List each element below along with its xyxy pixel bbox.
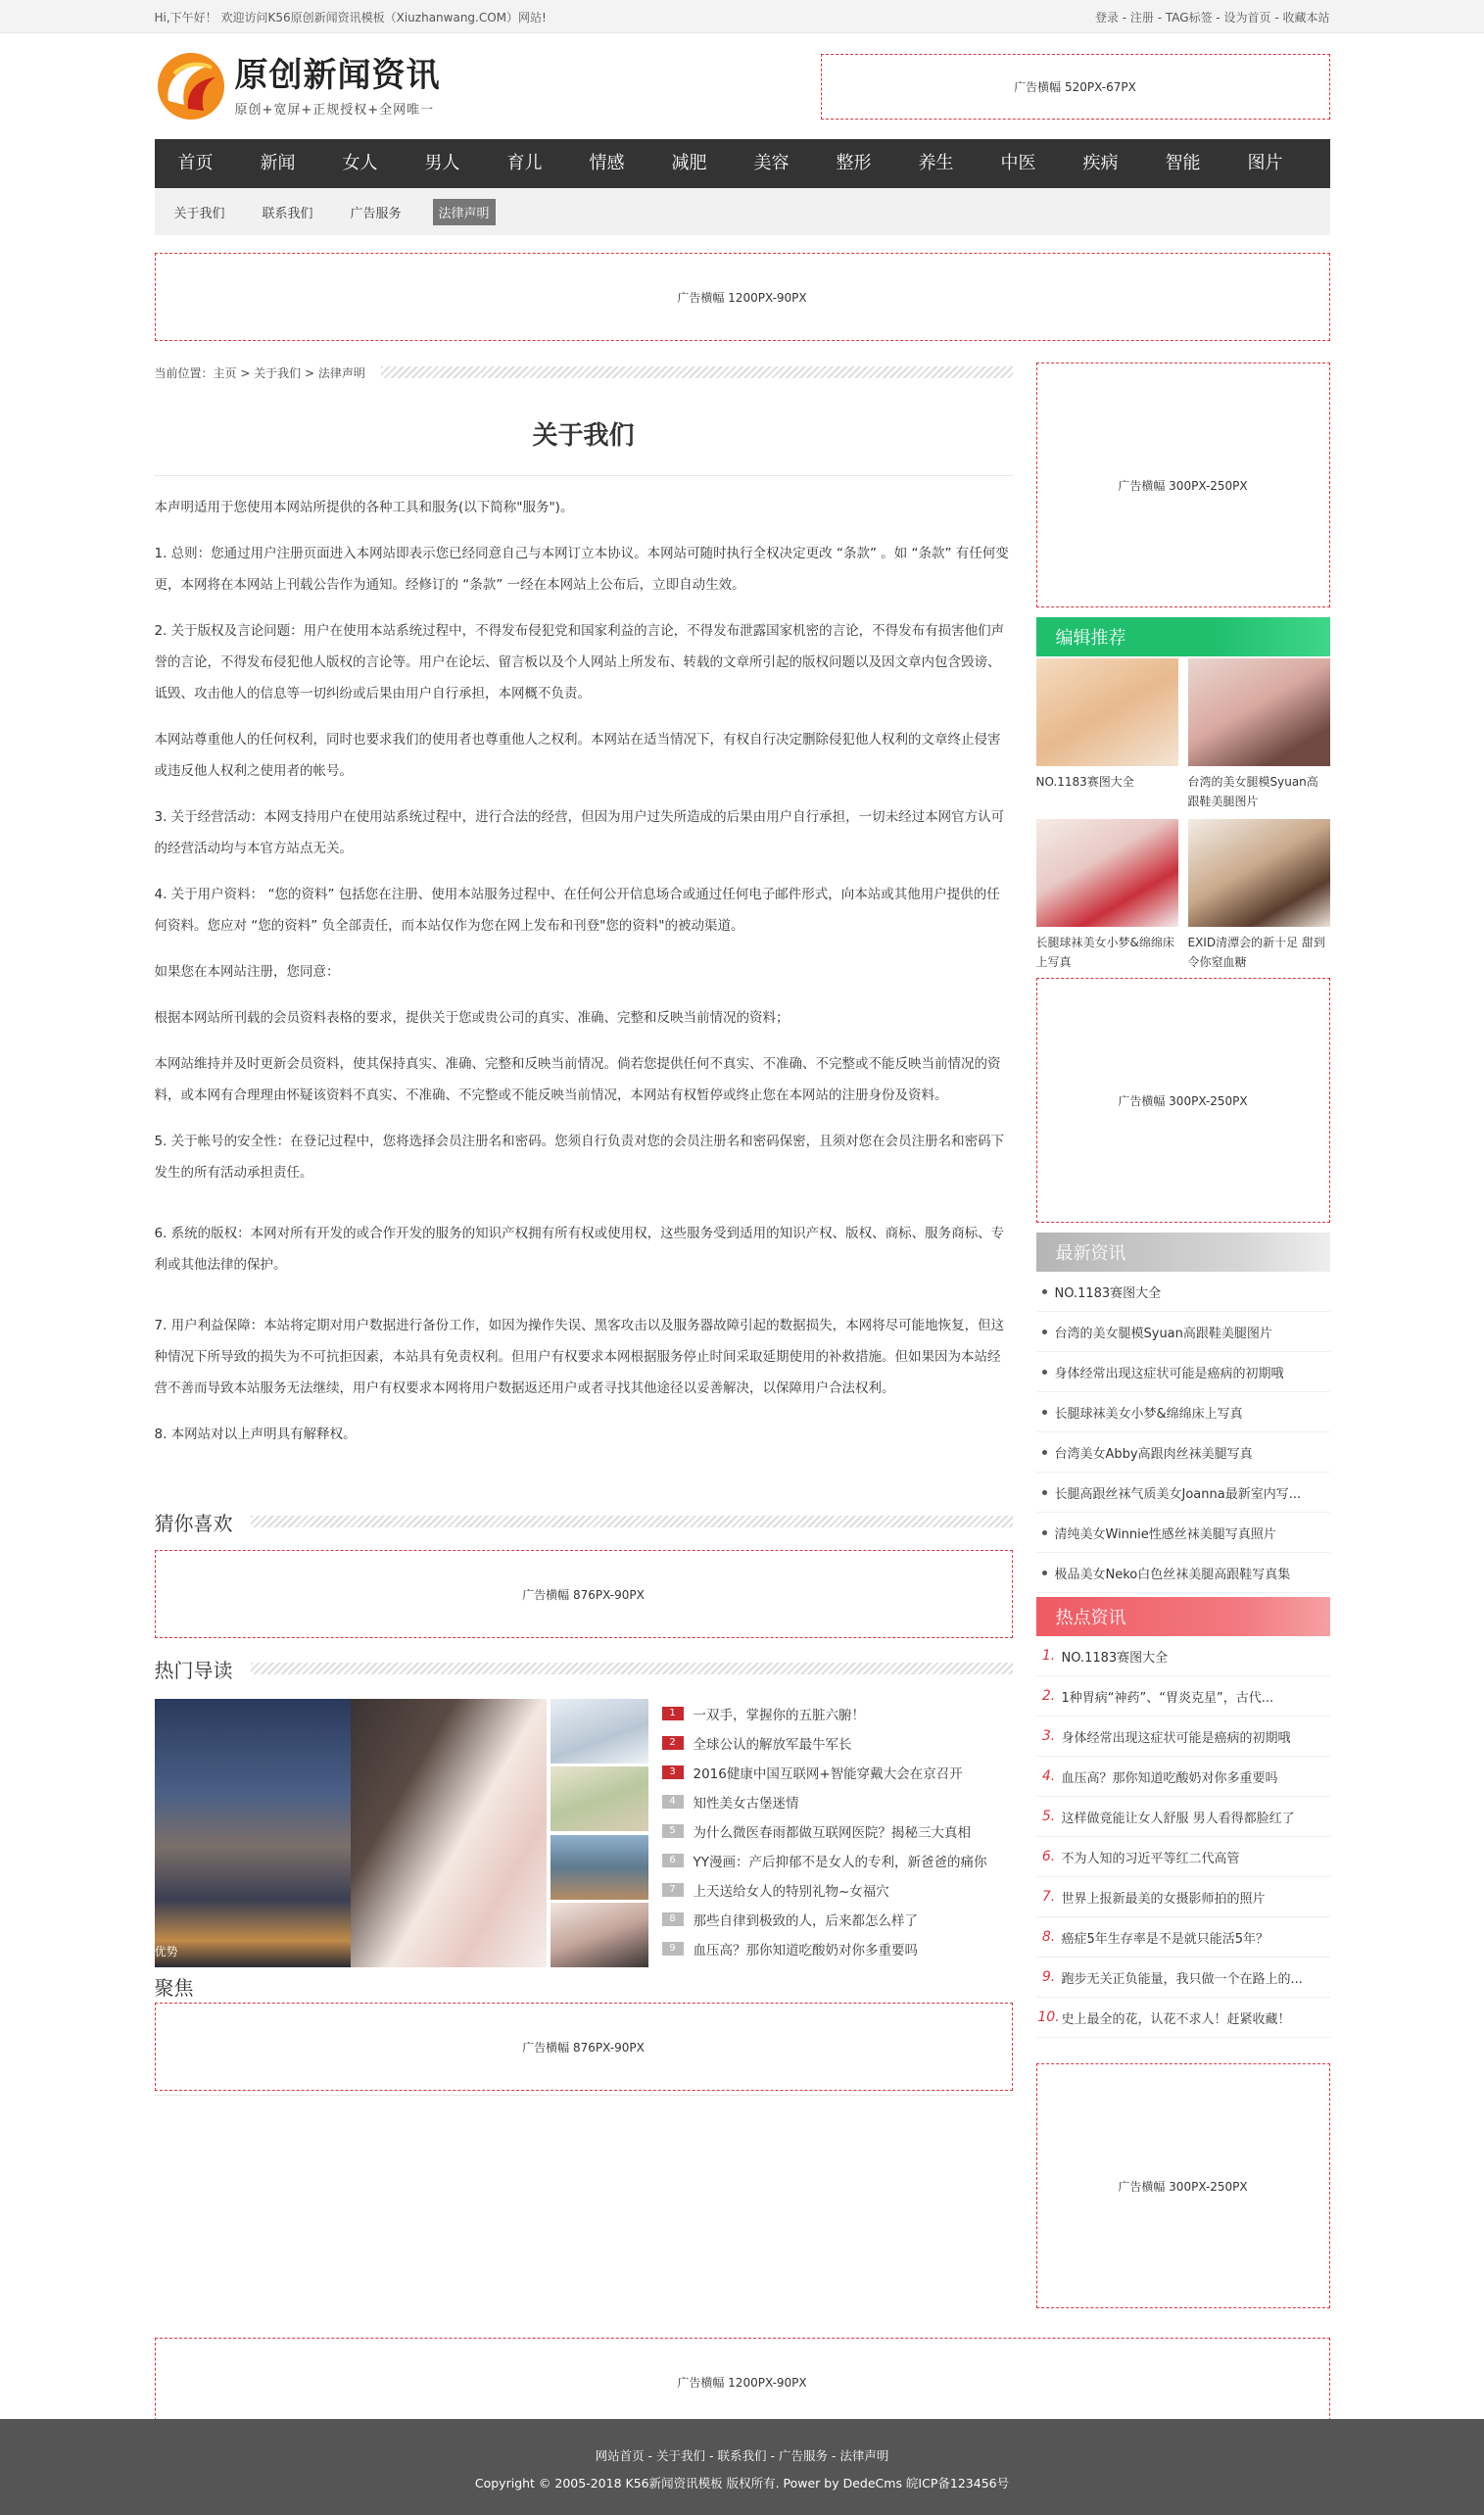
hot-news-title[interactable]: 史上最全的花，认花不求人！赶紧收藏！ <box>1061 2011 1291 2027</box>
hot-list-title[interactable]: YY漫画：产后抑郁不是女人的专利，新爸爸的痛你 <box>693 1855 987 1870</box>
hot-thumbs <box>551 1699 648 1967</box>
editor-pick-image[interactable] <box>1188 658 1330 766</box>
hot-news-title[interactable]: 跑步无关正负能量，我只做一个在路上的... <box>1061 1971 1303 1987</box>
latest-item-title[interactable]: 长腿高跟丝袜气质美女Joanna最新室内写... <box>1054 1486 1302 1502</box>
article-paragraph: 6. 系统的版权：本网对所有开发的或合作开发的服务的知识产权拥有所有权或使用权，这些服务受到适用的知识产权、版权、商标、服务商标、专利或其他法律的保护。 <box>154 1226 1005 1273</box>
breadcrumb-text[interactable]: 当前位置：主页 > 关于我们 > 法律声明 <box>154 365 365 380</box>
page-title: 关于我们 <box>155 415 1013 476</box>
hot-news-item[interactable] <box>1036 1797 1330 1837</box>
thumb-image[interactable] <box>551 1903 648 1967</box>
hot-news-item[interactable] <box>1036 1676 1330 1717</box>
editor-pick-image[interactable] <box>1188 819 1330 927</box>
bullet-icon <box>1042 1330 1047 1334</box>
editor-pick-caption[interactable]: 台湾的美女腿模Syuan高跟鞋美腿图片 <box>1187 775 1318 808</box>
nav-item[interactable]: 女人 <box>342 153 378 173</box>
hot-feature-caption: 优势 <box>154 1945 178 1959</box>
section-title: 热门导读 <box>154 1658 233 1682</box>
nav-item[interactable]: 疾病 <box>1082 153 1119 173</box>
main-content <box>155 363 1013 2308</box>
latest-item-title[interactable]: 长腿球袜美女小梦&绵绵床上写真 <box>1054 1406 1243 1422</box>
editor-pick-caption[interactable]: EXID清潭会的新十足 甜到令你窒血糖 <box>1187 936 1325 969</box>
hot-list-title[interactable]: 2016健康中国互联网+智能穿戴大会在京召开 <box>693 1766 963 1782</box>
rank-number: 8. <box>1041 1929 1056 1945</box>
section-title: 猜你喜欢 <box>154 1511 233 1535</box>
top-links[interactable]: 登录 - 注册 - TAG标签 - 设为首页 - 收藏本站 <box>1094 10 1330 24</box>
editor-pick-item[interactable] <box>1036 658 1178 815</box>
divider <box>251 1516 1013 1527</box>
latest-item[interactable] <box>1036 1513 1330 1553</box>
hot-section-title <box>155 1654 1013 1683</box>
footer <box>0 2419 1484 2515</box>
guess-section-title <box>155 1507 1013 1536</box>
nav-item[interactable]: 首页 <box>177 153 214 173</box>
nav-item[interactable]: 男人 <box>424 153 460 173</box>
article-paragraph: 5. 关于帐号的安全性：在登记过程中，您将选择会员注册名和密码。您须自行负责对您的会员注册名和密码保密，且须对您在会员注册名和密码下发生的所有活动承担责任。 <box>154 1134 1005 1181</box>
thumb-image[interactable] <box>551 1766 648 1831</box>
latest-item-title[interactable]: 台湾的美女腿模Syuan高跟鞋美腿图片 <box>1054 1326 1272 1341</box>
rank-number: 6. <box>1041 1849 1056 1864</box>
latest-item[interactable] <box>1036 1312 1330 1352</box>
hot-list-item[interactable] <box>662 1728 1013 1758</box>
hot-news-item[interactable] <box>1036 1757 1330 1797</box>
hot-news-list <box>1036 1636 1330 2038</box>
rank-number: 2. <box>1041 1688 1056 1704</box>
hot-list-item[interactable] <box>662 1758 1013 1787</box>
rank-badge: 8 <box>662 1912 684 1926</box>
hot-news-item[interactable] <box>1036 1998 1330 2038</box>
rank-badge: 4 <box>662 1795 684 1809</box>
article-paragraph: 根据本网站所刊载的会员资料表格的要求，提供关于您或贵公司的真实、准确、完整和反映当前情况的资料； <box>154 1010 790 1026</box>
editor-pick-image[interactable] <box>1036 658 1178 766</box>
bullet-icon <box>1042 1530 1047 1535</box>
logo-title: 原创新闻资讯 <box>234 55 441 95</box>
main-nav <box>155 139 1330 188</box>
bullet-icon <box>1042 1571 1047 1575</box>
editor-pick-item[interactable] <box>1036 819 1178 976</box>
rank-number: 5. <box>1041 1809 1056 1824</box>
bullet-icon <box>1042 1370 1047 1375</box>
hot-list <box>662 1699 1013 1967</box>
rank-badge: 7 <box>662 1883 684 1897</box>
site-logo[interactable] <box>155 50 441 122</box>
article-paragraph: 本网站维持并及时更新会员资料，使其保持真实、准确、完整和反映当前情况。倘若您提供任何不真实、不准确、不完整或不能反映当前情况的资料，或本网有合理理由怀疑该资料不真实、不准确、不完整或不能反映当前情况，本网站有权暂停或终止您在本网站的注册身份及资料。 <box>154 1056 1001 1103</box>
hot-list-title[interactable]: 为什么微医春雨都做互联网医院？揭秘三大真相 <box>693 1825 971 1841</box>
article-body <box>155 492 1013 1450</box>
rank-number: 7. <box>1041 1889 1056 1905</box>
article-paragraph: 3. 关于经营活动：本网支持用户在使用站系统过程中，进行合法的经营，但因为用户过失所造成的后果由用户自行承担，一切未经过本网官方认可的经营活动均与本官方站点无关。 <box>154 809 1005 856</box>
hot-news-title: 热点资讯 <box>1055 1608 1126 1628</box>
hot-news-title[interactable]: NO.1183赛图大全 <box>1061 1650 1169 1666</box>
nav-item[interactable]: 图片 <box>1247 153 1283 173</box>
article-paragraph: 本网站尊重他人的任何权利，同时也要求我们的使用者也尊重他人之权利。本网站在适当情况下，有权自行决定删除侵犯他人权利的文章终止侵害或违反他人权利之使用者的帐号。 <box>154 732 1001 779</box>
editor-pick-caption[interactable]: 长腿球袜美女小梦&绵绵床上写真 <box>1035 936 1174 969</box>
rank-number: 4. <box>1041 1768 1056 1784</box>
bullet-icon <box>1042 1450 1047 1455</box>
latest-item-title[interactable]: 身体经常出现这症状可能是癌病的初期哦 <box>1054 1366 1284 1381</box>
subnav-item[interactable]: 广告服务 <box>350 206 402 221</box>
hot-list-title[interactable]: 知性美女古堡迷情 <box>693 1796 799 1812</box>
nav-item[interactable]: 情感 <box>589 153 625 173</box>
hot-list-title[interactable]: 一双手，掌握你的五脏六腑！ <box>693 1708 865 1723</box>
guess-ad[interactable]: 广告横幅 876PX-90PX <box>155 1550 1013 1638</box>
divider <box>251 1663 1013 1674</box>
hot-list-item[interactable] <box>662 1846 1013 1875</box>
rank-number: 10. <box>1037 2009 1060 2025</box>
article-paragraph: 如果您在本网站注册，您同意： <box>154 964 340 980</box>
article-paragraph: 8. 本网站对以上声明具有解释权。 <box>154 1427 357 1442</box>
sub-nav <box>155 188 1330 235</box>
hot-news-item[interactable] <box>1036 1837 1330 1877</box>
focus-section-title <box>155 1971 1013 2001</box>
article-paragraph: 1. 总则：您通过用户注册页面进入本网站即表示您已经同意自己与本网订立本协议。本网站可随时执行全权决定更改 “条款” 。如 “条款” 有任何变更，本网将在本网站上刊载公告作为通知。经修订的 “条款” 一经在本网站上公布后，立即自动生效。 <box>154 546 1009 593</box>
footer-copyright: Copyright © 2005-2018 K56新闻资讯模板 版权所有. Power by DedeCms 皖ICP备123456号 <box>474 2476 1010 2491</box>
breadcrumb <box>155 363 1013 382</box>
bottom-banner-ad[interactable]: 广告横幅 1200PX-90PX <box>155 2338 1330 2426</box>
nav-item[interactable]: 智能 <box>1165 153 1201 173</box>
article-paragraph: 本声明适用于您使用本网站所提供的各种工具和服务(以下简称"服务")。 <box>154 500 574 515</box>
subnav-item[interactable]: 关于我们 <box>173 206 225 221</box>
latest-header <box>1036 1233 1330 1272</box>
hot-list-item[interactable] <box>662 1875 1013 1905</box>
hot-news-title[interactable]: 1种胃病“神药”、“胃炎克星”，古代... <box>1061 1690 1274 1706</box>
hot-news-item[interactable] <box>1036 1717 1330 1757</box>
section-title: 聚焦 <box>154 1975 194 2000</box>
latest-item-title[interactable]: 极品美女Neko白色丝袜美腿高跟鞋写真集 <box>1054 1567 1291 1582</box>
hot-news-item[interactable] <box>1036 1917 1330 1958</box>
divider <box>381 366 1013 378</box>
latest-item-title[interactable]: 台湾美女Abby高跟肉丝袜美腿写真 <box>1054 1446 1253 1462</box>
editor-pick-image[interactable] <box>1036 819 1178 927</box>
subnav-item[interactable]: 联系我们 <box>262 206 313 221</box>
nav-item[interactable]: 中医 <box>1000 153 1036 173</box>
rank-badge: 6 <box>662 1854 684 1867</box>
hot-news-title[interactable]: 世界上报新最美的女摄影师拍的照片 <box>1061 1891 1266 1907</box>
hot-list-item[interactable] <box>662 1905 1013 1934</box>
hot-feature-image[interactable] <box>155 1699 547 1967</box>
hot-list-item[interactable] <box>662 1699 1013 1728</box>
side-ad-3[interactable]: 广告横幅 300PX-250PX <box>1036 2063 1330 2308</box>
side-ad-2[interactable]: 广告横幅 300PX-250PX <box>1036 978 1330 1223</box>
latest-item[interactable] <box>1036 1473 1330 1513</box>
hot-news-title[interactable]: 身体经常出现这症状可能是癌病的初期哦 <box>1061 1730 1291 1746</box>
logo-slogan: 原创+宽屏+正规授权+全网唯一 <box>234 102 435 118</box>
editor-pick-item[interactable] <box>1188 658 1330 815</box>
bullet-icon <box>1042 1490 1047 1495</box>
editor-pick-header <box>1036 617 1330 656</box>
editor-pick-title: 编辑推荐 <box>1055 628 1126 649</box>
hot-list-title[interactable]: 全球公认的解放军最牛军长 <box>693 1737 852 1753</box>
hot-news-item[interactable] <box>1036 1877 1330 1917</box>
latest-item[interactable] <box>1036 1352 1330 1392</box>
rank-number: 3. <box>1041 1728 1056 1744</box>
hot-list-title[interactable]: 上天送给女人的特别礼物~女福穴 <box>693 1884 889 1900</box>
hot-news-title[interactable]: 这样做竟能让女人舒服 男人看得都脸红了 <box>1061 1811 1295 1826</box>
hot-list-title[interactable]: 血压高？那你知道吃酸奶对你多重要吗 <box>693 1943 918 1959</box>
hot-news-header <box>1036 1597 1330 1636</box>
nav-item[interactable]: 新闻 <box>260 153 296 173</box>
footer-links[interactable]: 网站首页 - 关于我们 - 联系我们 - 广告服务 - 法律声明 <box>595 2448 889 2463</box>
nav-item[interactable]: 养生 <box>918 153 954 173</box>
focus-ad[interactable]: 广告横幅 876PX-90PX <box>155 2003 1013 2091</box>
rank-badge: 5 <box>662 1824 684 1838</box>
hot-list-item[interactable] <box>662 1934 1013 1963</box>
header <box>0 33 1484 139</box>
latest-item-title[interactable]: NO.1183赛图大全 <box>1054 1285 1162 1301</box>
hot-news-item[interactable] <box>1036 1958 1330 1998</box>
subnav-item[interactable]: 法律声明 <box>433 199 496 225</box>
latest-item[interactable] <box>1036 1432 1330 1473</box>
article-paragraph: 4. 关于用户资料： “您的资料” 包括您在注册、使用本站服务过程中、在任何公开信息场合或通过任何电子邮件形式，向本站或其他用户提供的任何资料。您应对 “您的资料” 负全部责任，而本站仅作为您在网上发布和刊登"您的资料"的被动渠道。 <box>154 887 1000 934</box>
thumb-image[interactable] <box>551 1835 648 1900</box>
header-ad[interactable]: 广告横幅 520PX-67PX <box>821 54 1330 120</box>
editor-pick-caption[interactable]: NO.1183赛图大全 <box>1035 775 1134 789</box>
hot-news-title[interactable]: 不为人知的习近平等红二代高管 <box>1061 1851 1240 1866</box>
latest-item[interactable] <box>1036 1392 1330 1432</box>
latest-title: 最新资讯 <box>1055 1243 1126 1264</box>
top-bar <box>0 0 1484 33</box>
latest-list <box>1036 1272 1330 1593</box>
latest-item[interactable] <box>1036 1272 1330 1312</box>
thumb-image[interactable] <box>551 1699 648 1764</box>
rank-number: 1. <box>1041 1648 1056 1664</box>
side-ad-1[interactable]: 广告横幅 300PX-250PX <box>1036 363 1330 607</box>
nav-item[interactable]: 减肥 <box>671 153 707 173</box>
article-paragraph: 7. 用户利益保障：本站将定期对用户数据进行备份工作，如因为操作失误、黑客攻击以及服务器故障引起的数据损失，本网将尽可能地恢复，但这种情况下所导致的损失为不可抗拒因素，本站具有免责权利。但用户有权要求本网根据服务停止时间采取延期使用的补救措施。但如果因为本站经营不善而导致本站服务无法继续，用户有权要求本网将用户数据返还用户或者寻找其他途径以妥善解决，以保障用户合法权利。 <box>154 1318 1005 1396</box>
editor-pick-item[interactable] <box>1188 819 1330 976</box>
nav-item[interactable]: 整形 <box>836 153 872 173</box>
hot-news-item[interactable] <box>1036 1636 1330 1676</box>
bullet-icon <box>1042 1410 1047 1415</box>
welcome-text: Hi,下午好！ 欢迎访问K56原创新闻资讯模板（Xiuzhanwang.COM）网站! <box>154 10 547 24</box>
nav-item[interactable]: 美容 <box>753 153 790 173</box>
logo-swirl-icon <box>155 50 227 122</box>
rank-badge: 1 <box>662 1707 684 1720</box>
nav-item[interactable]: 育儿 <box>506 153 543 173</box>
hot-news-title[interactable]: 癌症5年生存率是不是就只能活5年？ <box>1061 1931 1269 1947</box>
rank-badge: 2 <box>662 1736 684 1750</box>
hot-news-title[interactable]: 血压高？那你知道吃酸奶对你多重要吗 <box>1061 1770 1278 1786</box>
sidebar <box>1036 363 1330 2308</box>
rank-badge: 9 <box>662 1942 684 1956</box>
latest-item[interactable] <box>1036 1553 1330 1593</box>
article-paragraph: 2. 关于版权及言论问题：用户在使用本站系统过程中，不得发布侵犯党和国家利益的言论，不得发布泄露国家机密的言论，不得发布有损害他们声誉的言论，不得发布侵犯他人版权的言论等。用户在论坛、留言板以及个人网站上所发布、转载的文章所引起的版权问题以及因文章内包含毁谤、诋毁、攻击他人的信息等一切纠纷或后果由用户自行承担，本网概不负责。 <box>154 623 1005 701</box>
hot-list-title[interactable]: 那些自律到极致的人，后来都怎么样了 <box>693 1913 918 1929</box>
hot-list-item[interactable] <box>662 1816 1013 1846</box>
editor-pick-grid <box>1036 658 1330 976</box>
divider <box>155 2095 1013 2096</box>
bullet-icon <box>1042 1289 1047 1294</box>
latest-item-title[interactable]: 清纯美女Winnie性感丝袜美腿写真照片 <box>1054 1526 1276 1542</box>
rank-badge: 3 <box>662 1765 684 1779</box>
hot-list-item[interactable] <box>662 1787 1013 1816</box>
rank-number: 9. <box>1041 1969 1056 1985</box>
top-banner-ad[interactable]: 广告横幅 1200PX-90PX <box>155 253 1330 341</box>
hot-reading <box>155 1699 1013 1967</box>
